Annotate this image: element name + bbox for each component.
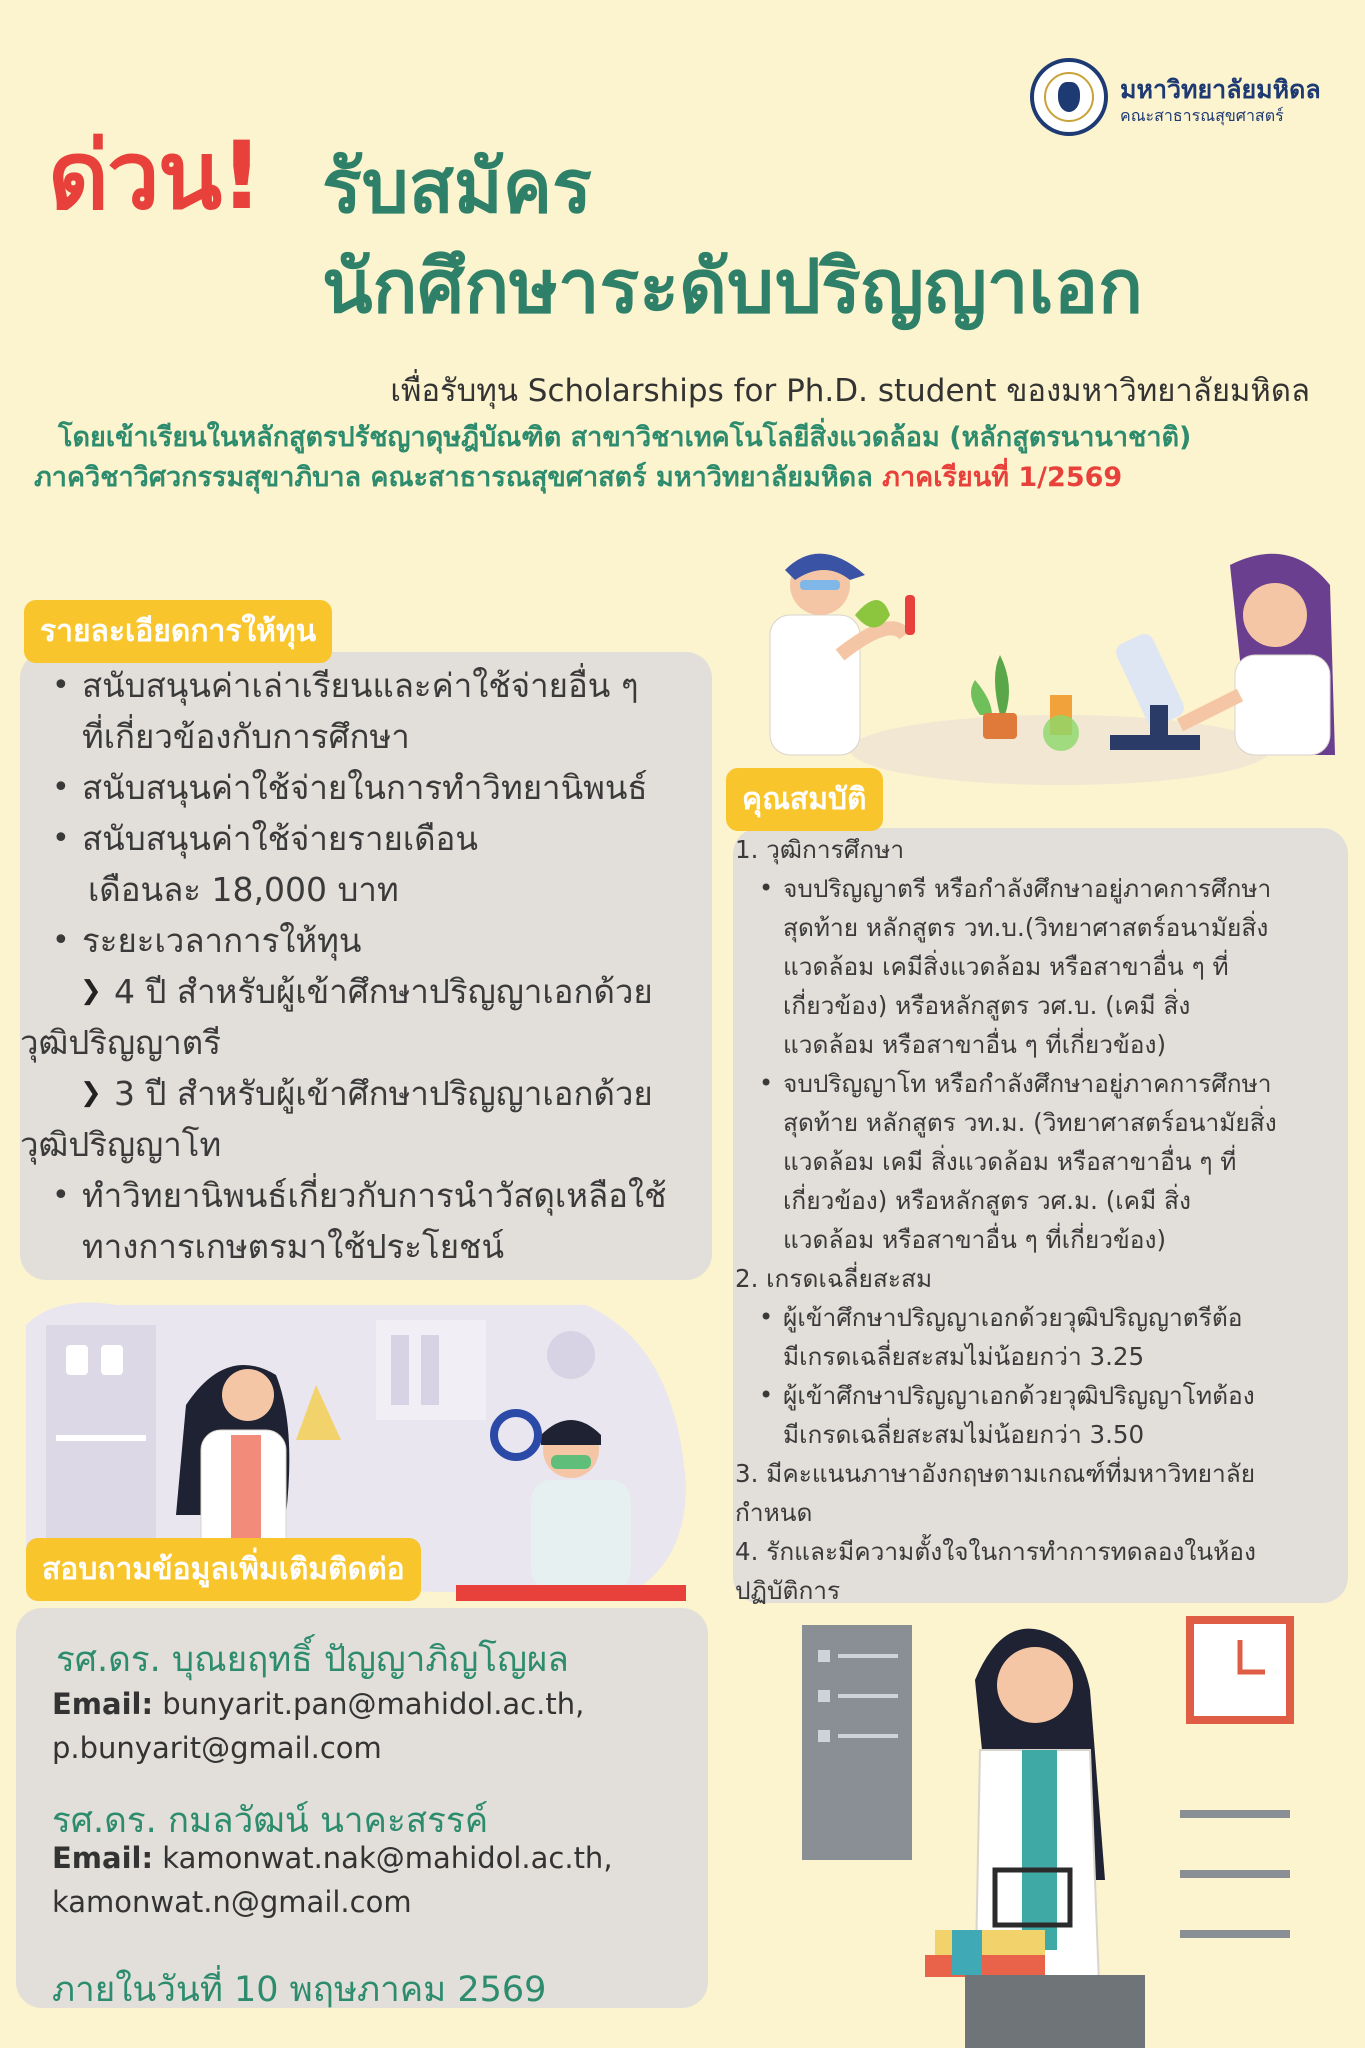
qual-text: เกี่ยวข้อง) หรือหลักสูตร วศ.ม. (เคมี สิ่ง [783, 1186, 1191, 1215]
qualification-tag: คุณสมบัติ [726, 768, 883, 831]
scholarship-list [20, 660, 720, 1272]
duration-item-cont: วุฒิปริญญาโท [20, 1125, 222, 1164]
qual-item [735, 1376, 1347, 1454]
contact-email [52, 1682, 584, 1770]
university-logo [1030, 58, 1108, 136]
qual-text: เกี่ยวข้อง) หรือหลักสูตร วศ.บ. (เคมี สิ่ง [783, 991, 1191, 1020]
item-text: สนับสนุนค่าเล่าเรียนและค่าใช้จ่ายอื่น ๆ [82, 666, 639, 705]
phd-heading: นักศึกษาระดับปริญญาเอก [322, 244, 1143, 330]
qual-text: ผู้เข้าศึกษาปริญญาเอกด้วยวุฒิปริญญาโทต้อง [783, 1381, 1255, 1410]
contact-name: รศ.ดร. กมลวัฒน์ นาคะสรรค์ [52, 1801, 489, 1841]
qual-text: แวดล้อม เคมี สิ่งแวดล้อม หรือสาขาอื่น ๆ ที่ [783, 1147, 1237, 1176]
qual-heading: 1. วุฒิการศึกษา [735, 835, 905, 864]
scientist-clipboard-illustration [760, 1600, 1365, 2048]
qual-text: จบปริญญาตรี หรือกำลังศึกษาอยู่ภาคการศึกษา [783, 874, 1272, 903]
scholarship-item [40, 813, 720, 915]
qualification-list [735, 830, 1347, 1610]
qual-item [735, 869, 1347, 1064]
faculty-name: คณะสาธารณสุขศาสตร์ [1120, 106, 1284, 125]
qual-heading [735, 1454, 1347, 1532]
qual-item [735, 1298, 1347, 1376]
recruit-heading: รับสมัคร [322, 144, 592, 230]
email-link[interactable]: kamonwat.nak@mahidol.ac.th, [162, 1841, 613, 1875]
university-name: มหาวิทยาลัยมหิดล [1120, 75, 1321, 104]
scholarship-tag: รายละเอียดการให้ทุน [24, 600, 332, 663]
contact-tag: สอบถามข้อมูลเพิ่มเติมติดต่อ [26, 1538, 421, 1601]
qual-text: ปฏิบัติการ [735, 1576, 841, 1605]
stipend-amount: เดือนละ 18,000 บาท [88, 870, 399, 909]
scholarship-item [40, 1170, 720, 1272]
urgent-heading: ด่วน! [48, 122, 261, 231]
qual-item [735, 1064, 1347, 1259]
qual-text: จบปริญญาโท หรือกำลังศึกษาอยู่ภาคการศึกษา [783, 1069, 1272, 1098]
item-text: ที่เกี่ยวข้องกับการศึกษา [82, 717, 410, 756]
qual-heading: 2. เกรดเฉลี่ยสะสม [735, 1264, 933, 1293]
qual-heading [735, 1532, 1347, 1610]
contact-email [52, 1836, 613, 1924]
scholarship-item [40, 660, 720, 762]
qual-text: แวดล้อม หรือสาขาอื่น ๆ ที่เกี่ยวข้อง) [783, 1225, 1167, 1254]
duration-item: ❯ 3 ปี สำหรับผู้เข้าศึกษาปริญญาเอกด้วย [40, 1068, 720, 1119]
qual-text: ผู้เข้าศึกษาปริญญาเอกด้วยวุฒิปริญญาตรีต้อ [783, 1303, 1243, 1332]
qual-text: กำหนด [735, 1498, 813, 1527]
scientists-illustration [730, 545, 1350, 795]
item-text: ทางการเกษตรมาใช้ประโยชน์ [82, 1227, 505, 1266]
semester-text: ภาคเรียนที่ 1/2569 [882, 462, 1123, 493]
qual-text: มีเกรดเฉลี่ยสะสมไม่น้อยกว่า 3.25 [783, 1342, 1145, 1371]
item-text: ทำวิทยานิพนธ์เกี่ยวกับการนำวัสดุเหลือใช้ [82, 1176, 667, 1215]
scholarship-item: • สนับสนุนค่าใช้จ่ายในการทำวิทยานิพนธ์ [40, 762, 720, 813]
qual-text: 4. รักและมีความตั้งใจในการทำการทดลองในห้อง [735, 1537, 1256, 1566]
email-link[interactable]: bunyarit.pan@mahidol.ac.th, [162, 1687, 585, 1721]
qual-text: แวดล้อม เคมีสิ่งแวดล้อม หรือสาขาอื่น ๆ ที่ [783, 952, 1229, 981]
qual-text: แวดล้อม หรือสาขาอื่น ๆ ที่เกี่ยวข้อง) [783, 1030, 1167, 1059]
department-line [34, 455, 1122, 498]
department-text: ภาควิชาวิศวกรรมสุขาภิบาล คณะสาธารณสุขศาสตร์ มหาวิทยาลัยมหิดล [34, 462, 873, 493]
email-link[interactable]: p.bunyarit@gmail.com [52, 1731, 382, 1765]
qual-text: 3. มีคะแนนภาษาอังกฤษตามเกณฑ์ที่มหาวิทยาลัย [735, 1459, 1256, 1488]
email-label: Email: [52, 1841, 154, 1875]
program-line: โดยเข้าเรียนในหลักสูตรปรัชญาดุษฎีบัณฑิต สาขาวิชาเทคโนโลยีสิ่งแวดล้อม (หลักสูตรนานาชาติ) [58, 422, 1192, 453]
item-text: สนับสนุนค่าใช้จ่ายรายเดือน [82, 819, 478, 858]
scholarship-subtitle: เพื่อรับทุน Scholarships for Ph.D. student ของมหาวิทยาลัยมหิดล [390, 373, 1310, 409]
duration-item-cont: วุฒิปริญญาตรี [20, 1023, 221, 1062]
qual-text: สุดท้าย หลักสูตร วท.บ.(วิทยาศาสตร์อนามัยสิ่ง [783, 913, 1269, 942]
email-label: Email: [52, 1687, 154, 1721]
email-link[interactable]: kamonwat.n@gmail.com [52, 1885, 412, 1919]
deadline: ภายในวันที่ 10 พฤษภาคม 2569 [52, 1970, 547, 2010]
duration-item: ❯ 4 ปี สำหรับผู้เข้าศึกษาปริญญาเอกด้วย [40, 966, 720, 1017]
qual-text: สุดท้าย หลักสูตร วท.ม. (วิทยาศาสตร์อนามัยสิ่ง [783, 1108, 1277, 1137]
contact-name: รศ.ดร. บุณยฤทธิ์ ปัญญาภิญโญผล [56, 1640, 569, 1680]
scholarship-item: • ระยะเวลาการให้ทุน [40, 915, 720, 966]
qual-text: มีเกรดเฉลี่ยสะสมไม่น้อยกว่า 3.50 [783, 1420, 1145, 1449]
